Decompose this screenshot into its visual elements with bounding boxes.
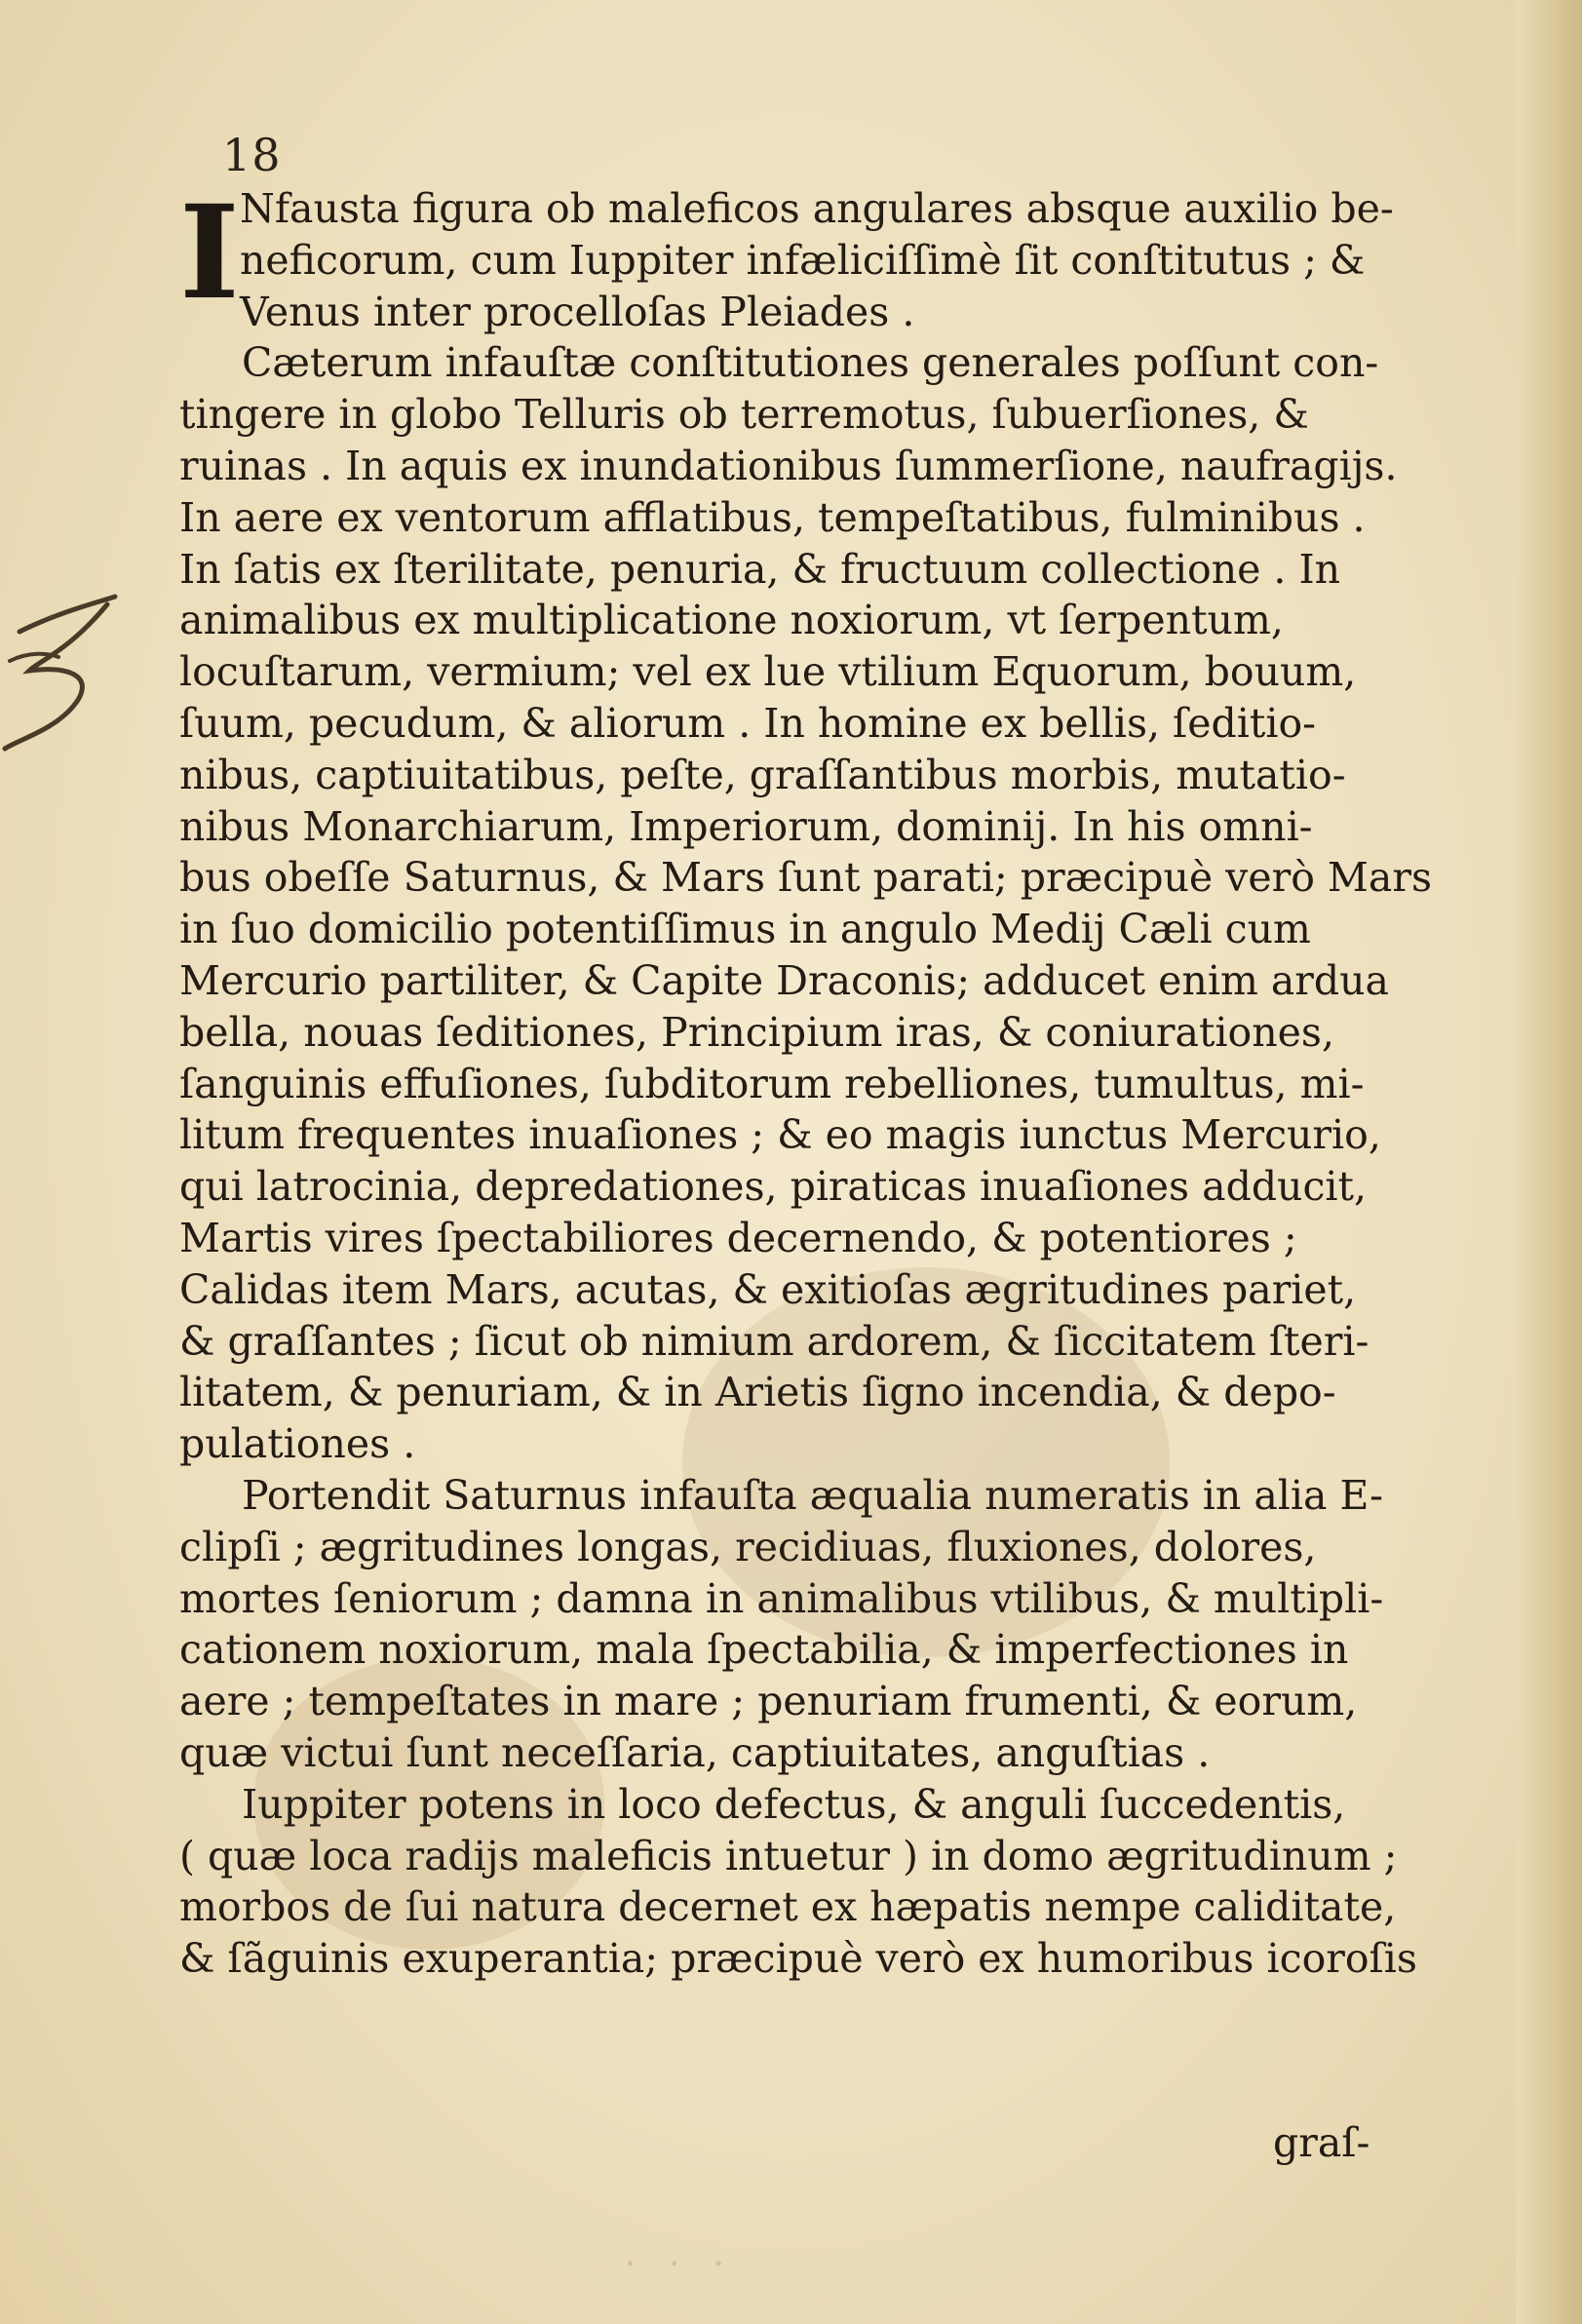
text-line: animalibus ex multiplicatione noxiorum, vt ſerpentum, xyxy=(179,597,1284,644)
text-line: nibus, captiuitatibus, peſte, graſſantibus morbis, mutatio- xyxy=(179,751,1346,798)
text-line: cationem noxiorum, mala ſpectabilia, & imperfectiones in xyxy=(179,1626,1349,1674)
page-gutter xyxy=(1516,0,1582,2324)
text-line: Nfausta figura ob maleficos angulares absque auxilio be- xyxy=(240,185,1394,232)
text-line: & ſãguinis exuperantia; præcipuè verò ex humoribus icoroſis xyxy=(179,1935,1417,1983)
margin-annotation-icon xyxy=(0,593,127,758)
text-line: Calidas item Mars, acutas, & exitioſas ægritudines pariet, xyxy=(179,1265,1357,1313)
text-line: litum frequentes inuaſiones ; & eo magis iunctus Mercurio, xyxy=(179,1111,1381,1159)
text-line: Iuppiter potens in loco defectus, & anguli ſuccedentis, xyxy=(242,1780,1346,1828)
bleed-through-text: · · · xyxy=(624,2242,735,2287)
catchword: graſ- xyxy=(1273,2119,1370,2166)
text-line: Martis vires ſpectabiliores decernendo, & potentiores ; xyxy=(179,1214,1297,1261)
text-line: morbos de ſui natura decernet ex hæpatis nempe caliditate, xyxy=(179,1883,1397,1931)
text-line: qui latrocinia, depredationes, piraticas inuaſiones adducit, xyxy=(179,1163,1368,1211)
text-line: ruinas . In aquis ex inundationibus ſummerſione, naufragijs. xyxy=(179,442,1398,489)
text-block xyxy=(179,177,1486,1985)
text-line: bus obeſſe Saturnus, & Mars ſunt parati; præcipuè verò Mars xyxy=(179,854,1432,902)
text-line: clipſi ; ægritudines longas, recidiuas, fluxiones, dolores, xyxy=(179,1523,1317,1570)
text-line: In aere ex ventorum afflatibus, tempeſtatibus, fulminibus . xyxy=(179,493,1366,541)
text-line: locuſtarum, vermium; vel ex lue vtilium Equorum, bouum, xyxy=(179,648,1357,696)
text-line: Venus inter procelloſas Pleiades . xyxy=(240,288,915,335)
text-line: & graſſantes ; ſicut ob nimium ardorem, & ſiccitatem ſteri- xyxy=(179,1317,1370,1365)
text-line: ſuum, pecudum, & aliorum . In homine ex bellis, ſeditio- xyxy=(179,699,1316,747)
text-line: bella, nouas ſeditiones, Principium iras, & coniurationes, xyxy=(179,1008,1334,1056)
text-line: mortes ſeniorum ; damna in animalibus vtilibus, & multipli- xyxy=(179,1574,1384,1622)
text-line: in ſuo domicilio potentiſſimus in angulo Medij Cæli cum xyxy=(179,906,1311,953)
text-line: Mercurio partiliter, & Capite Draconis; adducet enim ardua xyxy=(179,956,1389,1004)
text-line: quæ victui ſunt neceſſaria, captiuitates, anguſtias . xyxy=(179,1728,1211,1776)
text-line: Cæterum infauſtæ conſtitutiones generales poſſunt con- xyxy=(242,339,1379,387)
text-line: In ſatis ex ſterilitate, penuria, & fructuum collectione . In xyxy=(179,545,1341,593)
text-line: aere ; tempeſtates in mare ; penuriam frumenti, & eorum, xyxy=(179,1678,1358,1725)
text-line: litatem, & penuriam, & in Arietis ſigno incendia, & depo- xyxy=(179,1369,1336,1416)
text-line: nibus Monarchiarum, Imperiorum, dominij. In his omni- xyxy=(179,802,1313,850)
text-line: Portendit Saturnus infauſta æqualia numeratis in alia E- xyxy=(242,1471,1384,1519)
text-line: neficorum, cum Iuppiter infæliciſſimè ſit conſtitutus ; & xyxy=(240,236,1366,284)
text-line: pulationes . xyxy=(179,1420,416,1468)
text-line: tingere in globo Telluris ob terremotus, ſubuerſiones, & xyxy=(179,391,1309,439)
page-number: 18 xyxy=(222,129,282,181)
text-line: ( quæ loca radijs maleficis intuetur ) in domo ægritudinum ; xyxy=(179,1832,1398,1879)
drop-cap: I xyxy=(179,177,240,329)
text-line: ſanguinis effuſiones, ſubditorum rebelliones, tumultus, mi- xyxy=(179,1060,1365,1107)
